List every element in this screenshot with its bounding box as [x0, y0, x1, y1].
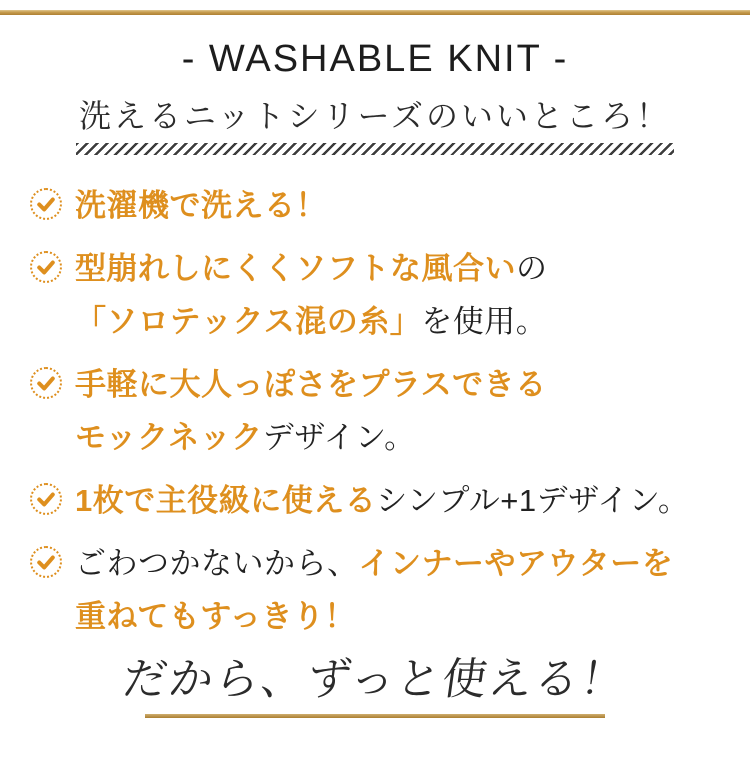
check-mark-icon: [37, 197, 55, 212]
check-mark-icon: [37, 555, 55, 570]
benefit-text: [75, 179, 327, 232]
benefit-segment: を使用。: [421, 304, 548, 339]
benefit-segment: の: [516, 251, 548, 286]
hatch-divider: [76, 143, 674, 155]
benefit-line: [75, 358, 547, 411]
benefit-list: [30, 179, 745, 643]
footer-tagline-text: だから、ずっと使える！: [119, 655, 631, 704]
benefit-item-simple-design: [30, 474, 745, 527]
check-circle-icon: [30, 367, 62, 399]
benefit-line: [75, 242, 548, 295]
benefit-text: [75, 358, 547, 464]
benefit-text: [75, 537, 673, 643]
benefit-item-solotex-yarn: [30, 242, 745, 348]
benefit-icon-column: [30, 179, 75, 220]
benefit-icon-column: [30, 358, 75, 399]
benefit-segment: ごわつかないから、: [75, 546, 359, 581]
benefit-segment: 1枚で主役級に使える: [75, 483, 377, 518]
page-subtitle: 洗えるニットシリーズのいいところ！: [78, 98, 672, 134]
benefit-line: [75, 179, 327, 232]
benefit-segment: 重ねてもすっきり！: [75, 599, 356, 634]
top-gold-border: [0, 10, 750, 15]
benefit-segment: 手軽に大人っぽさをプラスできる: [75, 367, 547, 402]
benefit-icon-column: [30, 242, 75, 283]
check-circle-icon: [30, 546, 62, 578]
benefit-icon-column: [30, 474, 75, 515]
benefit-segment: モックネック: [75, 420, 263, 455]
benefit-item-machine-washable: [30, 179, 745, 232]
check-mark-icon: [37, 376, 55, 391]
benefit-line: [75, 295, 548, 348]
check-circle-icon: [30, 483, 62, 515]
benefit-segment: 型崩れしにくくソフトな風合い: [75, 251, 516, 286]
check-circle-icon: [30, 251, 62, 283]
benefit-segment: インナーやアウターを: [358, 546, 674, 581]
benefit-segment: 洗濯機で洗える！: [75, 188, 327, 223]
check-mark-icon: [37, 492, 55, 507]
footer-tagline: [0, 654, 750, 707]
benefit-segment: 「ソロテックス混の糸」: [75, 304, 422, 339]
benefit-icon-column: [30, 537, 75, 578]
benefit-item-mock-neck: [30, 358, 745, 464]
benefit-item-layering: [30, 537, 745, 643]
benefit-segment: デザイン。: [262, 420, 416, 455]
benefit-segment: シンプル+1デザイン。: [376, 483, 690, 518]
tagline-underline: [145, 714, 605, 718]
page-title: - WASHABLE KNIT -: [181, 38, 569, 80]
benefit-line: [75, 411, 547, 464]
benefit-text: [75, 474, 689, 527]
benefit-line: [75, 474, 689, 527]
benefit-line: [75, 590, 673, 643]
check-mark-icon: [37, 260, 55, 275]
check-circle-icon: [30, 188, 62, 220]
benefit-line: [75, 537, 673, 590]
benefit-text: [75, 242, 548, 348]
